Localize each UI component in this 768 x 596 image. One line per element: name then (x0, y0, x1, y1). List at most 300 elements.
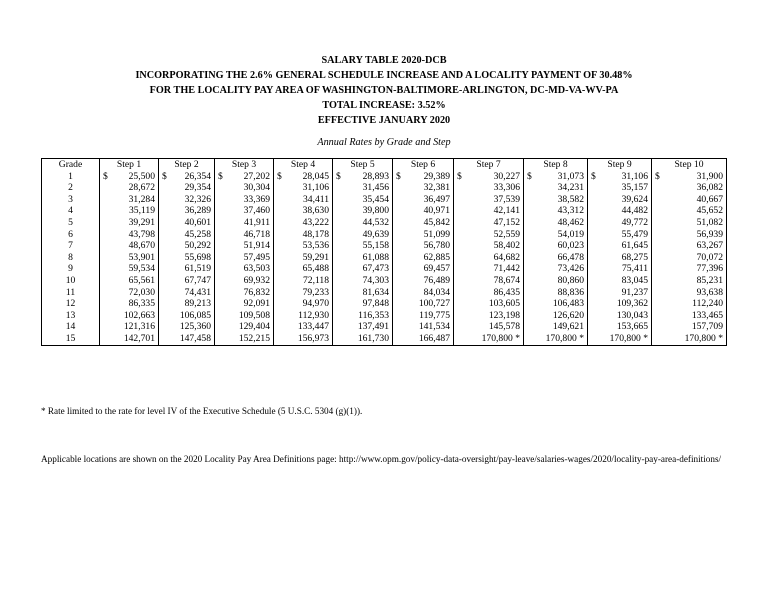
salary-value: 65,488 (302, 263, 329, 275)
salary-value: 83,045 (621, 274, 648, 286)
salary-value: 94,970 (302, 298, 329, 310)
salary-cell (100, 194, 159, 206)
column-header: Step 4 (274, 159, 333, 171)
salary-cell (524, 321, 588, 333)
salary-cell (454, 252, 524, 264)
grade-cell: 13 (42, 310, 100, 322)
salary-cell (100, 240, 159, 252)
salary-value: 69,457 (423, 263, 450, 275)
salary-cell (393, 310, 454, 322)
column-header: Step 6 (393, 159, 454, 171)
salary-cell (652, 252, 727, 264)
currency-symbol: $ (527, 170, 532, 182)
salary-cell (588, 263, 652, 275)
salary-value: 59,291 (302, 251, 329, 263)
salary-cell (393, 171, 454, 183)
salary-cell (588, 205, 652, 217)
salary-value: 60,023 (557, 240, 584, 252)
salary-cell (333, 298, 393, 310)
salary-value: 170,800 * (545, 332, 584, 344)
salary-cell (333, 229, 393, 241)
salary-value: 39,800 (362, 205, 389, 217)
table-row (42, 171, 727, 183)
salary-value: 45,258 (184, 228, 211, 240)
salary-value: 28,045 (302, 170, 329, 182)
salary-cell (159, 310, 215, 322)
salary-cell (100, 287, 159, 299)
salary-value: 141,534 (418, 321, 450, 333)
salary-cell (454, 194, 524, 206)
salary-value: 57,495 (243, 251, 270, 263)
salary-value: 55,158 (362, 240, 389, 252)
salary-cell (652, 217, 727, 229)
salary-value: 133,465 (691, 309, 723, 321)
salary-value: 47,152 (493, 216, 520, 228)
salary-cell (100, 298, 159, 310)
salary-cell (333, 171, 393, 183)
salary-value: 56,939 (696, 228, 723, 240)
salary-cell (159, 171, 215, 183)
salary-value: 75,411 (621, 263, 648, 275)
salary-cell (215, 205, 274, 217)
currency-symbol: $ (277, 170, 282, 182)
salary-value: 64,682 (493, 251, 520, 263)
salary-cell (588, 275, 652, 287)
salary-value: 72,030 (128, 286, 155, 298)
salary-value: 48,178 (302, 228, 329, 240)
salary-cell (333, 275, 393, 287)
salary-cell (100, 321, 159, 333)
salary-value: 43,798 (128, 228, 155, 240)
salary-value: 63,267 (696, 240, 723, 252)
salary-cell (454, 333, 524, 345)
heading-effective-date: EFFECTIVE JANUARY 2020 (317, 115, 451, 126)
salary-cell (393, 217, 454, 229)
salary-value: 112,240 (692, 298, 723, 310)
salary-value: 126,620 (552, 309, 584, 321)
column-header: Step 3 (215, 159, 274, 171)
table-row (42, 240, 727, 252)
salary-value: 80,860 (557, 274, 584, 286)
salary-cell (215, 240, 274, 252)
salary-cell (159, 252, 215, 264)
salary-value: 109,508 (238, 309, 270, 321)
salary-value: 30,227 (493, 170, 520, 182)
salary-cell (588, 333, 652, 345)
salary-value: 85,231 (696, 274, 723, 286)
table-row (42, 310, 727, 322)
salary-cell (333, 310, 393, 322)
salary-cell (524, 182, 588, 194)
grade-cell: 4 (42, 205, 100, 217)
salary-cell (393, 298, 454, 310)
salary-value: 145,578 (488, 321, 520, 333)
salary-cell (524, 240, 588, 252)
salary-value: 76,832 (243, 286, 270, 298)
footnote: * Rate limited to the rate for level IV of the Executive Schedule (5 U.S.C. 5304 (g)(1)). (41, 406, 363, 416)
salary-value: 70,072 (696, 251, 723, 263)
salary-cell (524, 171, 588, 183)
salary-cell (215, 182, 274, 194)
salary-value: 147,458 (179, 332, 211, 344)
grade-cell: 15 (42, 333, 100, 345)
salary-value: 32,326 (184, 193, 211, 205)
salary-value: 106,085 (179, 309, 211, 321)
salary-cell (215, 229, 274, 241)
table-row (42, 217, 727, 229)
salary-value: 67,747 (184, 274, 211, 286)
salary-cell (454, 275, 524, 287)
salary-cell (652, 205, 727, 217)
salary-cell (333, 182, 393, 194)
salary-value: 53,536 (302, 240, 329, 252)
salary-value: 100,727 (418, 298, 450, 310)
salary-value: 29,354 (184, 182, 211, 194)
salary-cell (588, 171, 652, 183)
salary-cell (588, 298, 652, 310)
salary-value: 97,848 (362, 298, 389, 310)
salary-cell (588, 287, 652, 299)
table-row (42, 287, 727, 299)
salary-value: 67,473 (362, 263, 389, 275)
salary-value: 161,730 (357, 332, 389, 344)
salary-cell (524, 252, 588, 264)
salary-cell (588, 194, 652, 206)
salary-value: 153,665 (616, 321, 648, 333)
salary-value: 43,312 (557, 205, 584, 217)
salary-cell (274, 182, 333, 194)
salary-cell (588, 229, 652, 241)
salary-cell (652, 275, 727, 287)
grade-cell: 8 (42, 252, 100, 264)
salary-cell (215, 275, 274, 287)
salary-value: 129,404 (238, 321, 270, 333)
salary-value: 39,624 (621, 193, 648, 205)
grade-cell: 14 (42, 321, 100, 333)
salary-value: 149,621 (552, 321, 584, 333)
salary-cell (159, 321, 215, 333)
salary-cell (159, 217, 215, 229)
salary-cell (100, 171, 159, 183)
salary-value: 74,303 (362, 274, 389, 286)
salary-cell (652, 333, 727, 345)
salary-cell (159, 287, 215, 299)
salary-value: 35,157 (621, 182, 648, 194)
table-subtitle: Annual Rates by Grade and Step (317, 137, 451, 148)
salary-cell (159, 333, 215, 345)
salary-value: 26,354 (184, 170, 211, 182)
salary-cell (100, 252, 159, 264)
table-row (42, 252, 727, 264)
currency-symbol: $ (396, 170, 401, 182)
salary-cell (524, 333, 588, 345)
salary-value: 72,118 (302, 274, 329, 286)
salary-value: 42,141 (493, 205, 520, 217)
salary-cell (274, 240, 333, 252)
salary-cell (333, 217, 393, 229)
salary-cell (393, 182, 454, 194)
table-row (42, 229, 727, 241)
salary-cell (652, 263, 727, 275)
salary-cell (100, 263, 159, 275)
salary-value: 142,701 (123, 332, 155, 344)
grade-cell: 2 (42, 182, 100, 194)
salary-value: 86,435 (493, 286, 520, 298)
salary-value: 76,489 (423, 274, 450, 286)
salary-value: 121,316 (123, 321, 155, 333)
grade-cell: 1 (42, 171, 100, 183)
salary-cell (524, 194, 588, 206)
currency-symbol: $ (591, 170, 596, 182)
salary-cell (215, 287, 274, 299)
salary-cell (274, 263, 333, 275)
salary-value: 30,304 (243, 182, 270, 194)
table-row (42, 275, 727, 287)
salary-cell (588, 321, 652, 333)
salary-value: 65,561 (128, 274, 155, 286)
table-header-row (42, 159, 727, 171)
salary-value: 55,698 (184, 251, 211, 263)
salary-value: 40,601 (184, 216, 211, 228)
salary-cell (100, 182, 159, 194)
salary-cell (100, 205, 159, 217)
salary-cell (333, 321, 393, 333)
salary-cell (393, 321, 454, 333)
salary-value: 73,426 (557, 263, 584, 275)
salary-cell (588, 217, 652, 229)
salary-value: 79,233 (302, 286, 329, 298)
salary-value: 170,800 * (609, 332, 648, 344)
salary-value: 68,275 (621, 251, 648, 263)
salary-cell (159, 275, 215, 287)
salary-value: 40,971 (423, 205, 450, 217)
salary-cell (274, 171, 333, 183)
salary-cell (159, 194, 215, 206)
salary-value: 137,491 (357, 321, 389, 333)
salary-value: 51,082 (696, 216, 723, 228)
salary-value: 35,454 (362, 193, 389, 205)
salary-value: 39,291 (128, 216, 155, 228)
salary-value: 86,335 (128, 298, 155, 310)
salary-value: 34,231 (557, 182, 584, 194)
salary-cell (393, 333, 454, 345)
salary-cell (524, 229, 588, 241)
salary-value: 66,478 (557, 251, 584, 263)
salary-cell (393, 240, 454, 252)
salary-cell (524, 275, 588, 287)
salary-cell (393, 194, 454, 206)
grade-cell: 7 (42, 240, 100, 252)
salary-value: 157,709 (691, 321, 723, 333)
salary-cell (652, 321, 727, 333)
salary-value: 31,106 (302, 182, 329, 194)
salary-cell (333, 333, 393, 345)
grade-cell: 3 (42, 194, 100, 206)
salary-value: 29,389 (423, 170, 450, 182)
salary-cell (652, 240, 727, 252)
salary-cell (274, 275, 333, 287)
salary-cell (274, 321, 333, 333)
salary-value: 37,460 (243, 205, 270, 217)
salary-cell (100, 275, 159, 287)
column-header: Step 10 (652, 159, 727, 171)
salary-cell (454, 263, 524, 275)
column-header: Step 1 (100, 159, 159, 171)
salary-cell (524, 287, 588, 299)
salary-value: 81,634 (362, 286, 389, 298)
salary-value: 56,780 (423, 240, 450, 252)
column-header: Step 8 (524, 159, 588, 171)
salary-cell (652, 194, 727, 206)
salary-cell (274, 310, 333, 322)
salary-value: 49,772 (621, 216, 648, 228)
salary-cell (588, 240, 652, 252)
salary-cell (454, 287, 524, 299)
salary-value: 133,447 (297, 321, 329, 333)
salary-cell (454, 229, 524, 241)
salary-value: 33,306 (493, 182, 520, 194)
salary-value: 48,462 (557, 216, 584, 228)
salary-cell (454, 205, 524, 217)
salary-cell (274, 252, 333, 264)
salary-value: 37,539 (493, 193, 520, 205)
salary-cell (588, 182, 652, 194)
grade-cell: 11 (42, 287, 100, 299)
salary-cell (159, 240, 215, 252)
salary-value: 59,534 (128, 263, 155, 275)
salary-value: 119,775 (419, 309, 450, 321)
salary-cell (524, 263, 588, 275)
salary-value: 88,836 (557, 286, 584, 298)
table-row (42, 298, 727, 310)
salary-value: 35,119 (128, 205, 155, 217)
salary-value: 38,630 (302, 205, 329, 217)
salary-cell (100, 310, 159, 322)
salary-table-body (42, 171, 727, 345)
salary-cell (588, 252, 652, 264)
salary-value: 45,842 (423, 216, 450, 228)
salary-value: 38,582 (557, 193, 584, 205)
salary-cell (393, 263, 454, 275)
table-row (42, 194, 727, 206)
column-header: Step 2 (159, 159, 215, 171)
salary-value: 25,500 (128, 170, 155, 182)
salary-value: 62,885 (423, 251, 450, 263)
currency-symbol: $ (103, 170, 108, 182)
salary-value: 36,082 (696, 182, 723, 194)
table-row (42, 205, 727, 217)
salary-value: 33,369 (243, 193, 270, 205)
salary-cell (588, 310, 652, 322)
column-header: Grade (42, 159, 100, 171)
salary-cell (454, 240, 524, 252)
salary-cell (652, 229, 727, 241)
salary-value: 32,381 (423, 182, 450, 194)
salary-cell (454, 182, 524, 194)
grade-cell: 10 (42, 275, 100, 287)
salary-cell (454, 217, 524, 229)
salary-cell (215, 263, 274, 275)
salary-value: 31,900 (696, 170, 723, 182)
column-header: Step 9 (588, 159, 652, 171)
salary-cell (524, 310, 588, 322)
salary-value: 55,479 (621, 228, 648, 240)
salary-value: 91,237 (621, 286, 648, 298)
salary-value: 156,973 (297, 332, 329, 344)
salary-cell (393, 205, 454, 217)
salary-value: 63,503 (243, 263, 270, 275)
salary-cell (159, 205, 215, 217)
salary-cell (393, 229, 454, 241)
salary-cell (274, 217, 333, 229)
salary-cell (100, 217, 159, 229)
salary-value: 109,362 (616, 298, 648, 310)
salary-value: 41,911 (243, 216, 270, 228)
salary-cell (159, 263, 215, 275)
salary-value: 166,487 (418, 332, 450, 344)
salary-value: 130,043 (616, 309, 648, 321)
currency-symbol: $ (655, 170, 660, 182)
salary-cell (215, 298, 274, 310)
salary-value: 54,019 (557, 228, 584, 240)
salary-cell (393, 252, 454, 264)
salary-cell (215, 321, 274, 333)
salary-value: 125,360 (179, 321, 211, 333)
grade-cell: 9 (42, 263, 100, 275)
salary-value: 61,088 (362, 251, 389, 263)
salary-cell (215, 252, 274, 264)
salary-cell (159, 229, 215, 241)
salary-table (41, 158, 727, 346)
salary-value: 112,930 (298, 309, 329, 321)
currency-symbol: $ (336, 170, 341, 182)
grade-cell: 5 (42, 217, 100, 229)
salary-cell (333, 205, 393, 217)
heading-total-increase: TOTAL INCREASE: 3.52% (322, 100, 446, 111)
salary-cell (333, 240, 393, 252)
salary-cell (274, 205, 333, 217)
salary-value: 36,497 (423, 193, 450, 205)
salary-value: 103,605 (488, 298, 520, 310)
salary-value: 44,532 (362, 216, 389, 228)
salary-cell (274, 298, 333, 310)
document-heading (0, 53, 768, 128)
salary-value: 71,442 (493, 263, 520, 275)
salary-value: 50,292 (184, 240, 211, 252)
salary-value: 61,645 (621, 240, 648, 252)
salary-cell (274, 229, 333, 241)
salary-value: 92,091 (243, 298, 270, 310)
currency-symbol: $ (218, 170, 223, 182)
salary-value: 51,914 (243, 240, 270, 252)
column-header: Step 7 (454, 159, 524, 171)
salary-cell (100, 229, 159, 241)
salary-value: 89,213 (184, 298, 211, 310)
salary-value: 152,215 (238, 332, 270, 344)
salary-value: 36,289 (184, 205, 211, 217)
salary-value: 58,402 (493, 240, 520, 252)
salary-cell (652, 182, 727, 194)
salary-value: 43,222 (302, 216, 329, 228)
table-row (42, 263, 727, 275)
salary-cell (215, 217, 274, 229)
table-row (42, 321, 727, 333)
salary-cell (652, 310, 727, 322)
column-header: Step 5 (333, 159, 393, 171)
salary-cell (652, 171, 727, 183)
salary-cell (393, 287, 454, 299)
salary-value: 28,893 (362, 170, 389, 182)
